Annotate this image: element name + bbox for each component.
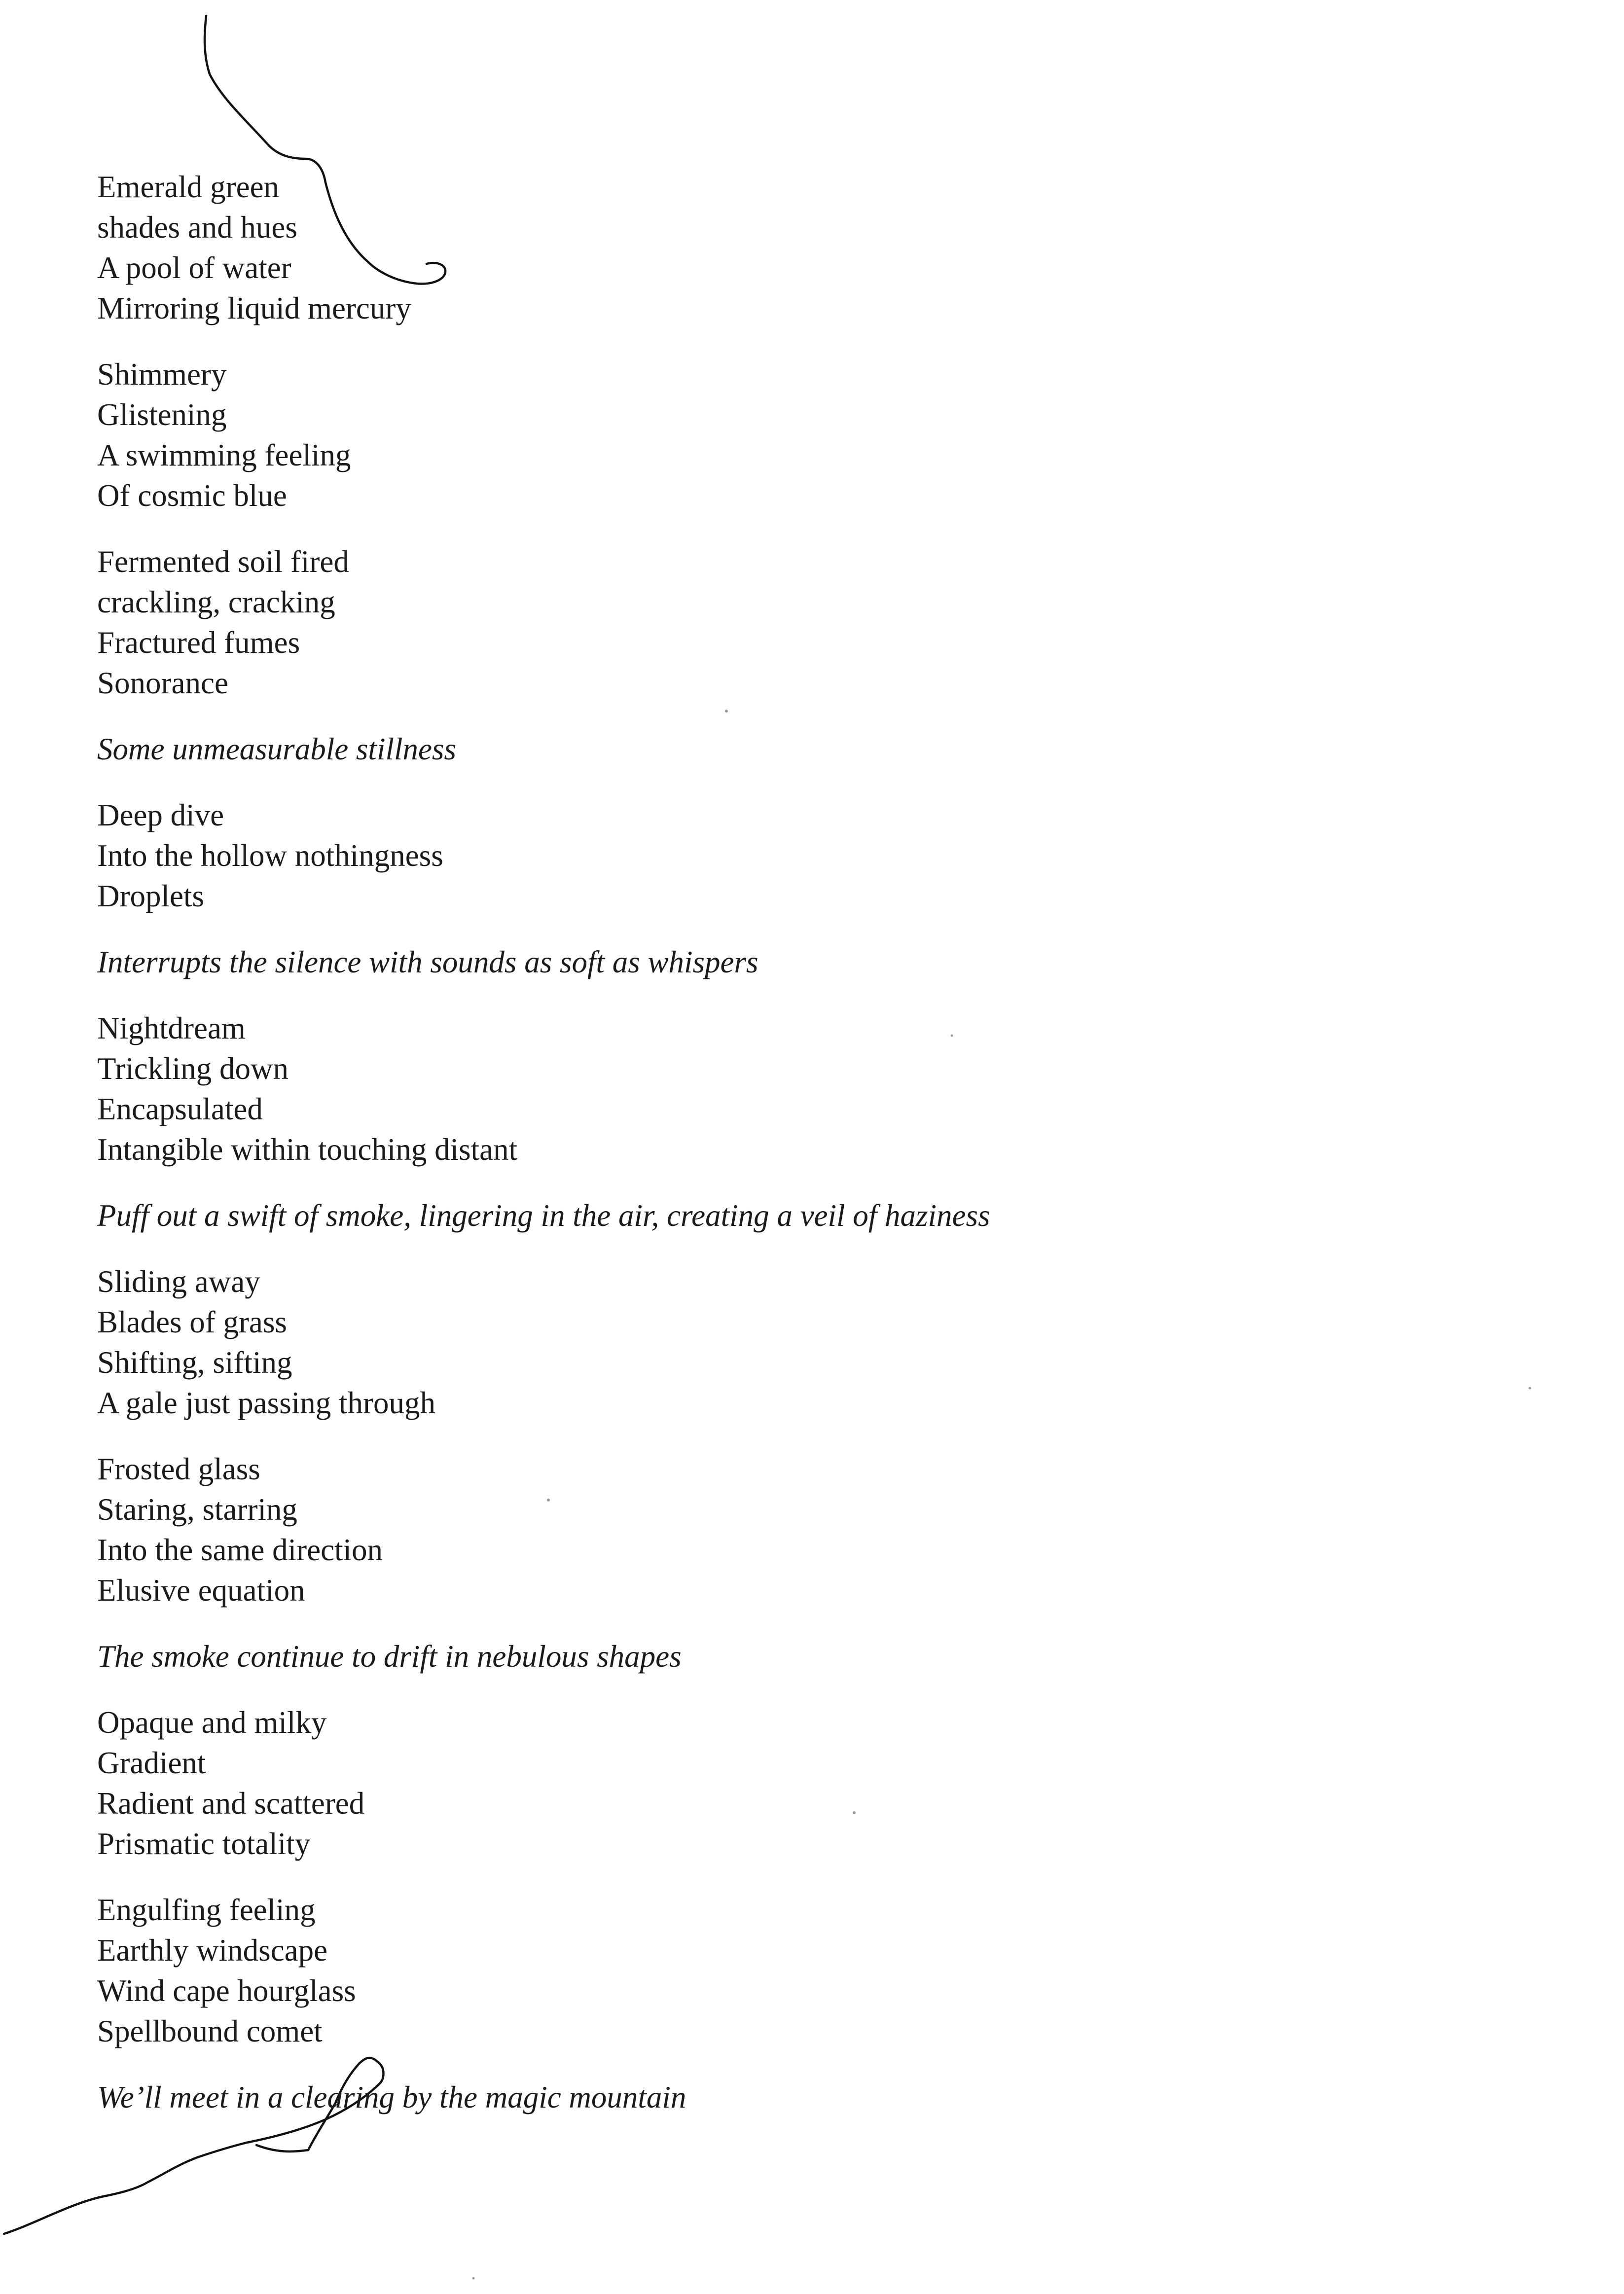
stanza bbox=[97, 1702, 1527, 1864]
poem-line: Trickling down bbox=[97, 1051, 289, 1086]
poem-line: The smoke continue to drift in nebulous shapes bbox=[97, 1639, 682, 1674]
stanza bbox=[97, 1449, 1527, 1611]
poem-line: Engulfing feeling bbox=[97, 1893, 316, 1927]
poem-line: Earthly windscape bbox=[97, 1933, 328, 1968]
poem-line: crackling, cracking bbox=[97, 585, 335, 619]
poem-line: Deep dive bbox=[97, 798, 224, 832]
stanza bbox=[97, 795, 1527, 916]
stanza bbox=[97, 1890, 1527, 2051]
poem-line: Mirroring liquid mercury bbox=[97, 291, 411, 325]
poem-line: Intangible within touching distant bbox=[97, 1132, 518, 1167]
stanza bbox=[97, 354, 1527, 516]
poem-line: Spellbound comet bbox=[97, 2014, 323, 2048]
poem-line: Into the same direction bbox=[97, 1533, 383, 1567]
poem-line: Wind cape hourglass bbox=[97, 1973, 356, 2008]
poem-line: Glistening bbox=[97, 397, 227, 432]
poem-line: Fermented soil fired bbox=[97, 544, 349, 579]
dust-speck bbox=[472, 2277, 475, 2280]
poem-line: A swimming feeling bbox=[97, 438, 351, 472]
poem-line: A pool of water bbox=[97, 251, 291, 285]
italic-interlude bbox=[97, 1636, 1527, 1677]
poem bbox=[97, 167, 1527, 2143]
poem-line: Of cosmic blue bbox=[97, 478, 287, 513]
poem-line: Frosted glass bbox=[97, 1452, 260, 1486]
poem-line: Gradient bbox=[97, 1746, 206, 1780]
poem-line: Elusive equation bbox=[97, 1573, 305, 1608]
poem-line: Nightdream bbox=[97, 1011, 246, 1045]
poem-line: Sonorance bbox=[97, 666, 228, 700]
dust-speck bbox=[1529, 1387, 1531, 1390]
stanza bbox=[97, 1261, 1527, 1423]
poem-line: Sliding away bbox=[97, 1264, 260, 1299]
stanza bbox=[97, 541, 1527, 703]
italic-interlude bbox=[97, 729, 1527, 769]
poem-line: Fractured fumes bbox=[97, 625, 300, 660]
italic-interlude bbox=[97, 942, 1527, 982]
stanza bbox=[97, 1008, 1527, 1170]
poem-line: Encapsulated bbox=[97, 1092, 263, 1126]
italic-interlude bbox=[97, 1195, 1527, 1236]
poem-line: Opaque and milky bbox=[97, 1705, 327, 1740]
poem-line: Shimmery bbox=[97, 357, 227, 392]
poem-line: Prismatic totality bbox=[97, 1827, 311, 1861]
poem-line: We’ll meet in a clearing by the magic mountain bbox=[97, 2080, 686, 2115]
italic-interlude bbox=[97, 2077, 1527, 2117]
poem-line: Shifting, sifting bbox=[97, 1345, 292, 1380]
poem-line: Interrupts the silence with sounds as soft as whispers bbox=[97, 945, 758, 979]
poem-line: Droplets bbox=[97, 879, 204, 913]
stanza bbox=[97, 167, 1527, 328]
poem-line: Into the hollow nothingness bbox=[97, 838, 443, 873]
poem-line: Emerald green bbox=[97, 170, 280, 204]
poem-line: Staring, starring bbox=[97, 1492, 297, 1527]
poem-line: shades and hues bbox=[97, 210, 297, 245]
poem-line: Some unmeasurable stillness bbox=[97, 732, 456, 766]
poem-line: Puff out a swift of smoke, lingering in the air, creating a veil of haziness bbox=[97, 1198, 990, 1233]
poem-line: A gale just passing through bbox=[97, 1386, 435, 1420]
poem-line: Radient and scattered bbox=[97, 1786, 365, 1821]
poem-line: Blades of grass bbox=[97, 1305, 287, 1339]
